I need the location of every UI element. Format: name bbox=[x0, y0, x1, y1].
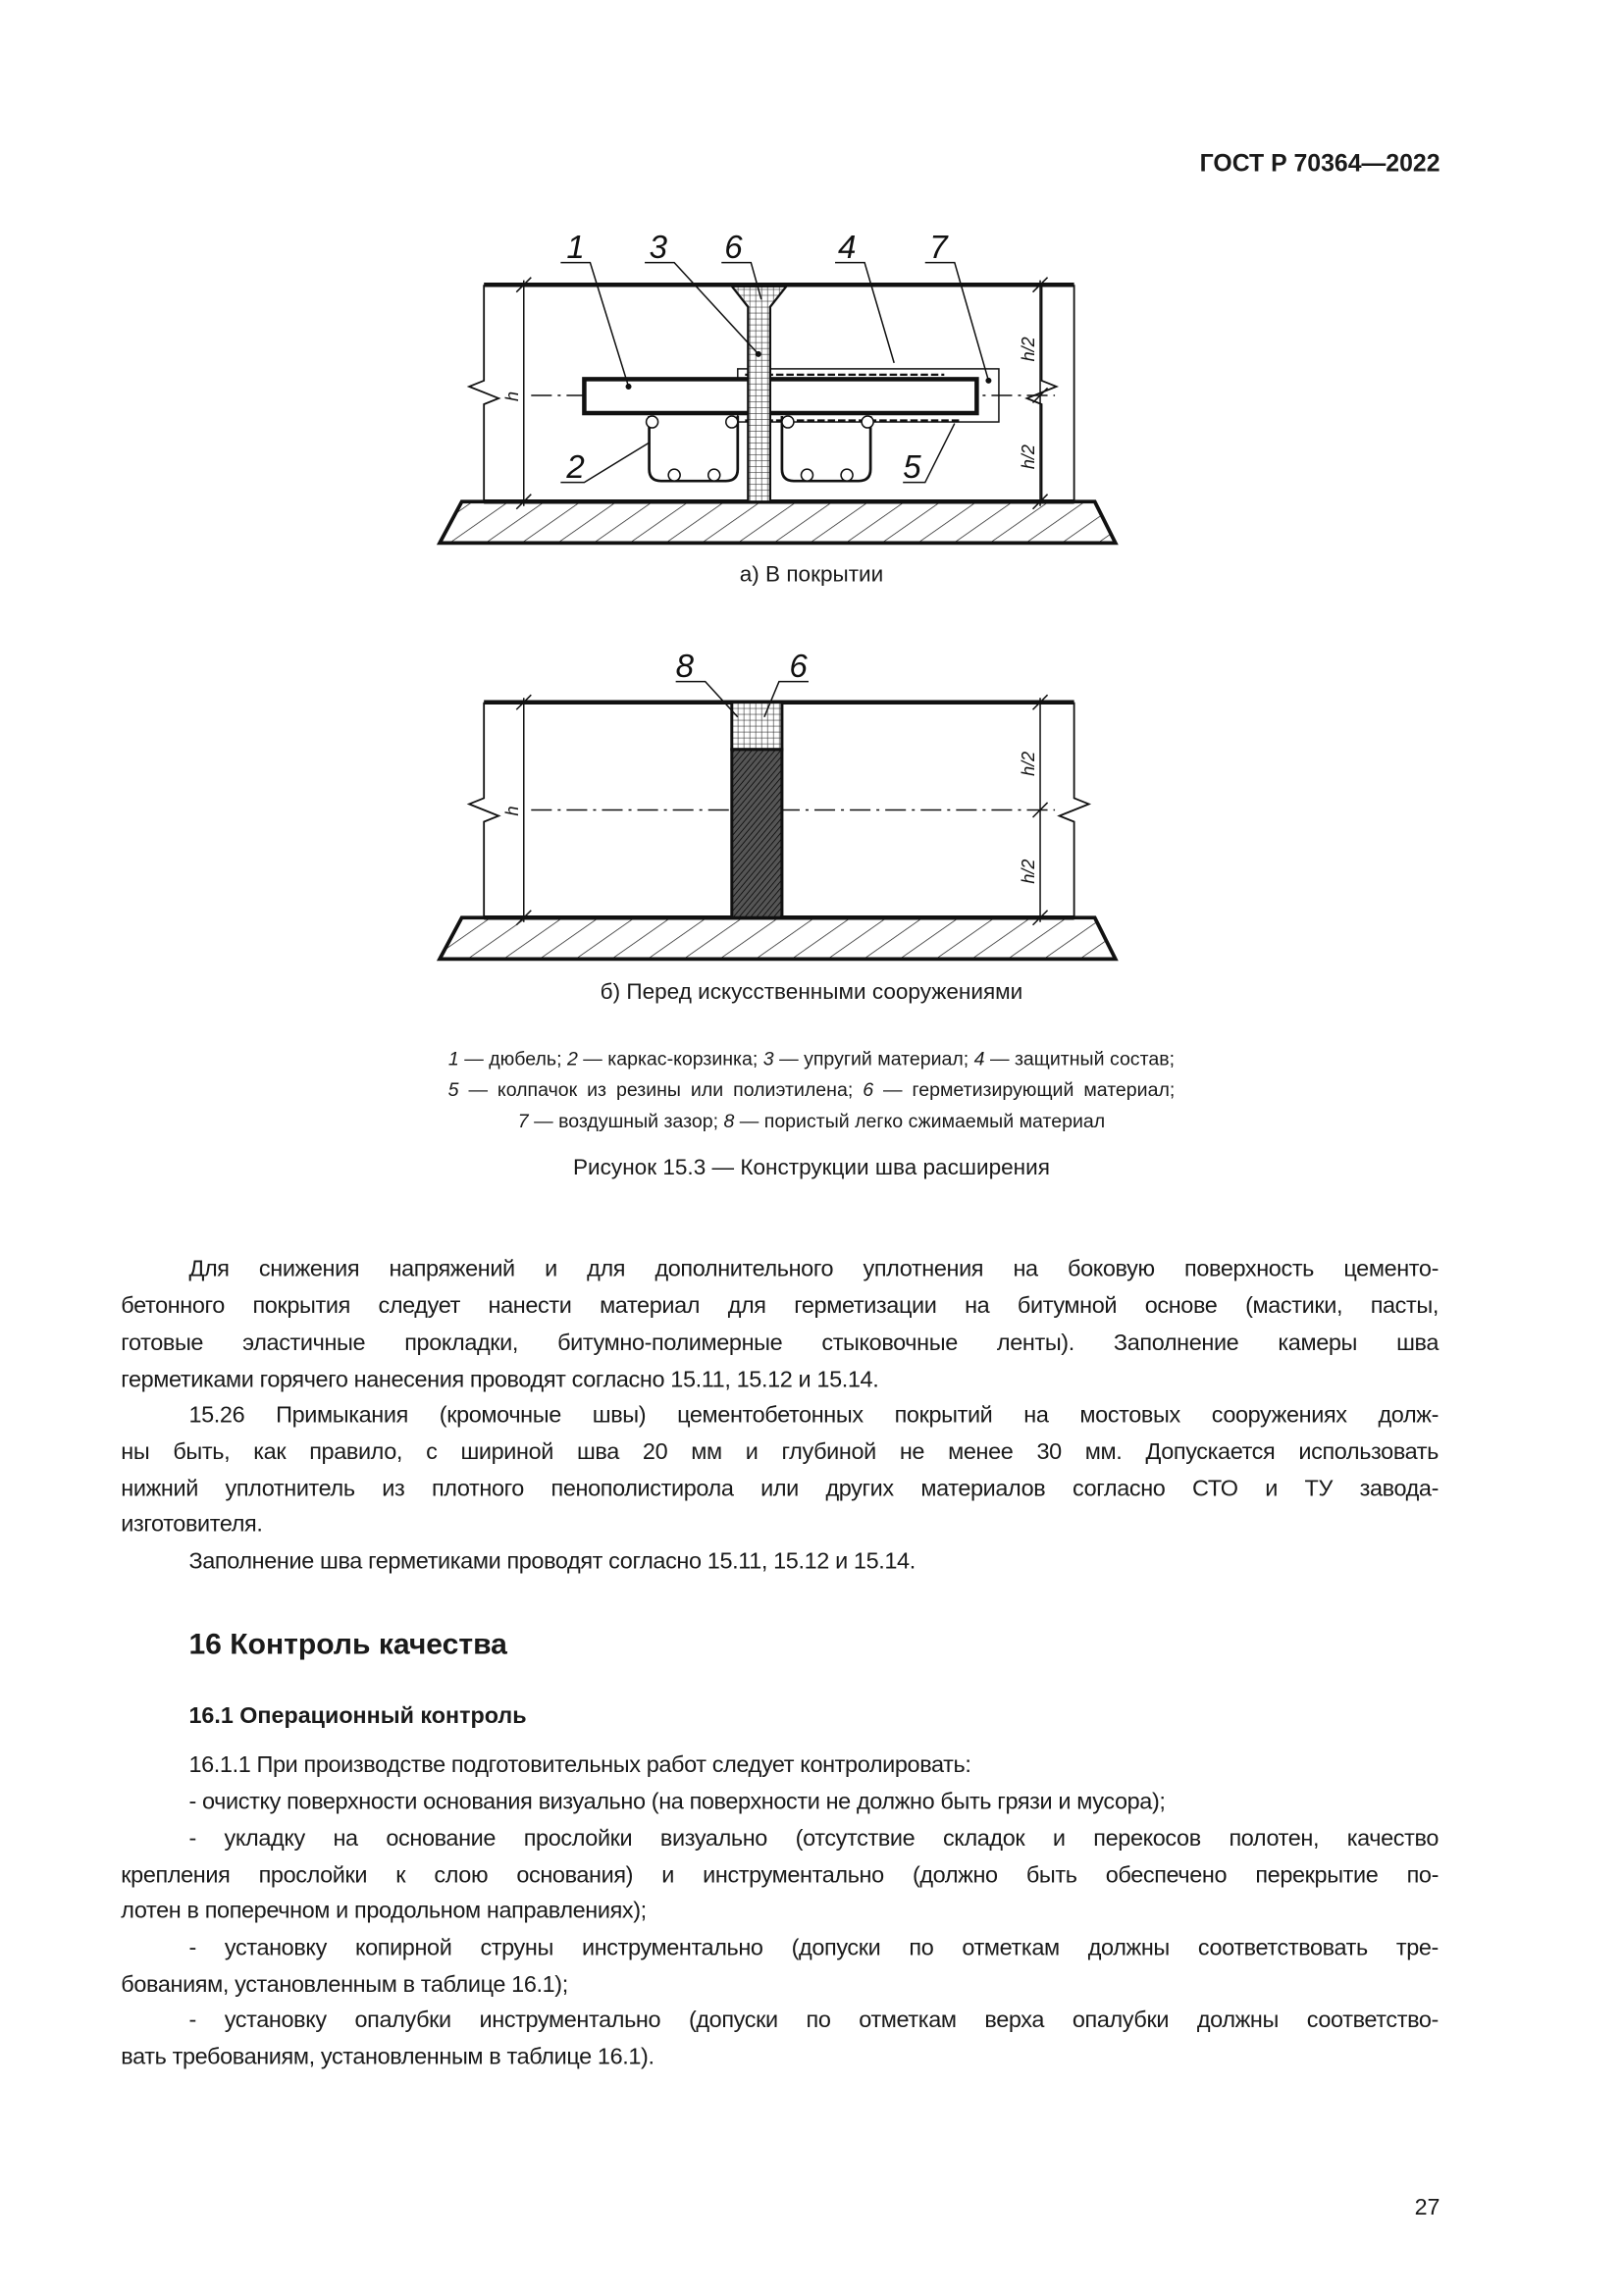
label-8: 8 bbox=[675, 649, 695, 686]
legend-text: — пористый легко сжимаемый материал bbox=[734, 1109, 1106, 1132]
legend-num: 5 bbox=[447, 1078, 459, 1101]
paragraph-line: лотен в поперечном и продольном направлениях); bbox=[121, 1899, 647, 1924]
figure-15-3 bbox=[0, 0, 1623, 1033]
paragraph-line: Заполнение шва герметиками проводят согласно 15.11, 15.12 и 15.14. bbox=[188, 1548, 916, 1575]
list-item: - очистку поверхности основания визуально (на поверхности не должно быть грязи и мусора); bbox=[188, 1789, 1166, 1815]
legend-num: 8 bbox=[723, 1109, 735, 1132]
figure-title: Рисунок 15.3 — Конструкции шва расширения bbox=[573, 1155, 1050, 1180]
diagram-a bbox=[440, 263, 1116, 544]
paragraph-line: бетонного покрытия следует нанести материал для герметизации на битумной основе (мастики, пасты, bbox=[121, 1293, 1440, 1320]
paragraph-line: ны быть, как правило, с шириной шва 20 мм и глубиной не менее 30 мм. Допускается использовать bbox=[121, 1439, 1440, 1466]
paragraph-line: готовые эластичные прокладки, битумно-полимерные стыковочные ленты). Заполнение камеры шва bbox=[121, 1331, 1440, 1356]
label-3: 3 bbox=[649, 230, 667, 267]
paragraph-line: 15.26 Примыкания (кромочные швы) цементобетонных покрытий на мостовых сооружениях долж- bbox=[188, 1402, 1440, 1429]
legend-num: 4 bbox=[973, 1047, 985, 1070]
paragraph-line: 16.1.1 При производстве подготовительных работ следует контролировать: bbox=[188, 1752, 971, 1778]
paragraph-line: вать требованиям, установленным в таблице 16.1). bbox=[121, 2044, 654, 2070]
label-7: 7 bbox=[929, 230, 948, 267]
list-item: - укладку на основание прослойки визуально (отсутствие складок и перекосов полотен, качество bbox=[188, 1826, 1440, 1852]
legend-num: 6 bbox=[863, 1078, 874, 1101]
legend-line-1 bbox=[0, 1048, 1623, 1070]
paragraph-line: герметиками горячего нанесения проводят согласно 15.11, 15.12 и 15.14. bbox=[121, 1367, 879, 1393]
label-2: 2 bbox=[566, 449, 585, 487]
caption-b: б) Перед искусственными сооружениями bbox=[600, 979, 1023, 1005]
dim-half-bottom-b: h/2 bbox=[1019, 859, 1039, 884]
legend-text: — дюбель; bbox=[458, 1047, 567, 1070]
list-item: - установку копирной струны инструментально (допуски по отметкам должны соответствовать тре- bbox=[188, 1935, 1440, 1961]
document-id: ГОСТ Р 70364—2022 bbox=[1199, 150, 1440, 178]
list-item: - установку опалубки инструментально (допуски по отметкам верха опалубки должны соответство- bbox=[188, 2008, 1440, 2033]
page-number: 27 bbox=[1414, 2195, 1440, 2220]
paragraph-line: изготовителя. bbox=[121, 1512, 263, 1538]
label-1: 1 bbox=[566, 230, 585, 267]
legend-text: — герметизирующий материал; bbox=[873, 1078, 1176, 1101]
legend-text: — защитный состав; bbox=[984, 1047, 1176, 1070]
legend-text: — колпачок из резины или полиэтилена; bbox=[458, 1078, 864, 1101]
paragraph-line: бованиям, установленным в таблице 16.1); bbox=[121, 1972, 568, 1998]
subsection-heading: 16.1 Операционный контроль bbox=[188, 1703, 527, 1730]
caption-a: а) В покрытии bbox=[739, 561, 884, 588]
legend-text: — упругий материал; bbox=[773, 1047, 974, 1070]
legend-text: — воздушный зазор; bbox=[528, 1109, 724, 1132]
legend-num: 3 bbox=[762, 1047, 774, 1070]
legend-num: 1 bbox=[447, 1047, 459, 1070]
label-5: 5 bbox=[903, 449, 921, 487]
legend-num: 7 bbox=[517, 1109, 529, 1132]
label-6: 6 bbox=[724, 230, 743, 267]
paragraph-line: крепления прослойки к слою основания) и инструментально (должно быть обеспечено перекрытие по- bbox=[121, 1863, 1440, 1889]
legend-line-2 bbox=[0, 1078, 1623, 1101]
paragraph-line: Для снижения напряжений и для дополнительного уплотнения на боковую поверхность цементо- bbox=[188, 1257, 1440, 1282]
dim-h: h bbox=[501, 391, 522, 401]
legend-text: — каркас-корзинка; bbox=[577, 1047, 763, 1070]
label-6b: 6 bbox=[789, 649, 808, 686]
diagram-b bbox=[440, 682, 1116, 960]
dim-h-b: h bbox=[501, 806, 522, 816]
legend-line-3 bbox=[0, 1110, 1623, 1132]
label-4: 4 bbox=[838, 230, 857, 267]
dim-half-bottom: h/2 bbox=[1019, 444, 1039, 470]
dim-half-top: h/2 bbox=[1019, 337, 1039, 362]
legend-num: 2 bbox=[566, 1047, 578, 1070]
dim-half-top-b: h/2 bbox=[1019, 751, 1039, 776]
paragraph-line: нижний уплотнитель из плотного пенополистирола или других материалов согласно СТО и ТУ завода- bbox=[121, 1477, 1440, 1502]
section-heading: 16 Контроль качества bbox=[188, 1628, 507, 1662]
